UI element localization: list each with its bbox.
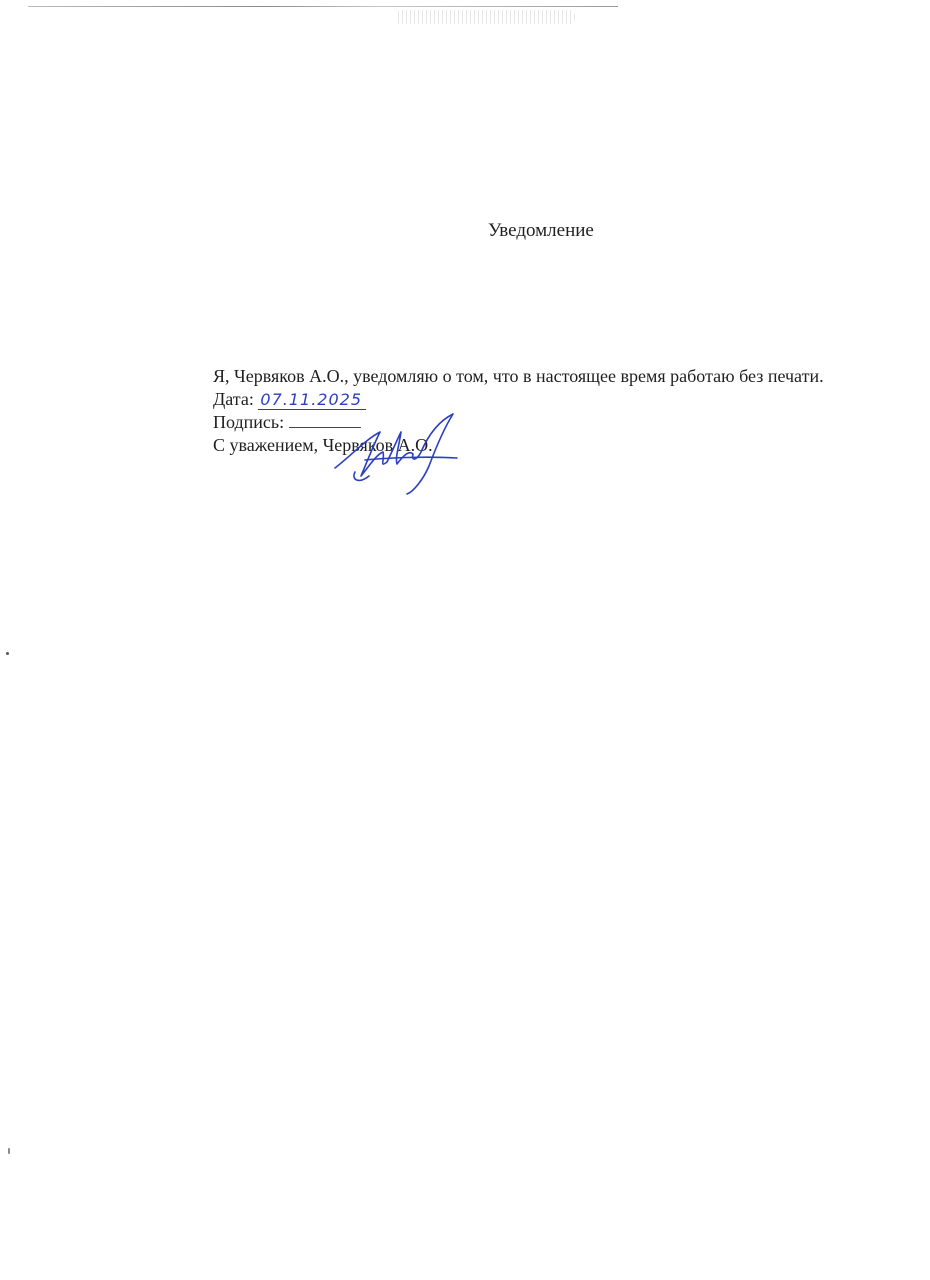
document-body [145,365,875,457]
scan-smudge-artifact [395,10,575,24]
date-value: 07.11.2025 [258,391,366,410]
scan-speck [6,652,9,655]
notice-paragraph: Я, Червяков А.О., уведомляю о том, что в настоящее время работаю без печати. [213,366,824,386]
handwritten-signature [325,410,465,500]
scan-speck [8,1148,10,1154]
date-label: Дата: [213,389,254,409]
document-title-text: Уведомление [488,220,594,241]
date-line [145,388,875,411]
closing-line: С уважением, Червяков А.О. [213,435,433,455]
signature-line [145,411,875,434]
scan-edge-artifact [28,6,618,7]
signature-label: Подпись: [213,412,285,432]
